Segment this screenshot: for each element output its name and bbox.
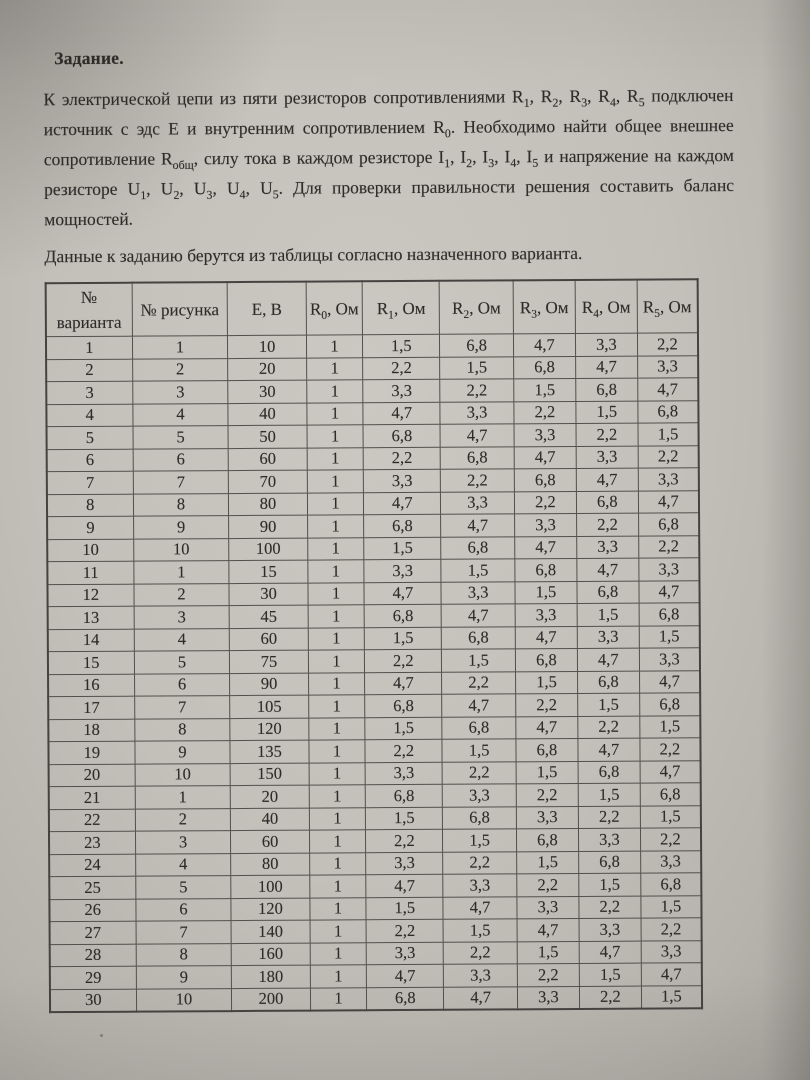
table-cell: 23 — [49, 831, 135, 854]
table-cell: 105 — [230, 695, 308, 718]
table-cell: 4,7 — [639, 670, 700, 693]
table-cell: 21 — [49, 786, 135, 809]
column-header-r2: $R_2$, Ом — [439, 280, 513, 334]
table-cell: 1,5 — [442, 739, 516, 762]
table-cell: 1,5 — [579, 873, 641, 896]
table-cell: 4,7 — [367, 964, 444, 987]
table-cell: 6,8 — [365, 694, 442, 717]
table-cell: 20 — [228, 358, 306, 381]
table-cell: 5 — [134, 651, 230, 674]
table-cell: 6,8 — [363, 424, 440, 447]
table-cell: 3,3 — [637, 355, 698, 378]
table-cell: 14 — [48, 629, 134, 652]
table-cell: 3 — [132, 381, 228, 404]
table-cell: 1,5 — [514, 378, 576, 401]
table-cell: 1 — [308, 650, 365, 673]
table-cell: 75 — [230, 650, 308, 673]
table-cell: 50 — [228, 425, 306, 448]
table-cell: 40 — [228, 403, 306, 426]
table-cell: 12 — [47, 584, 133, 607]
table-header-row — [46, 279, 698, 336]
table-cell: 3,3 — [515, 513, 577, 536]
table-cell: 1 — [308, 627, 365, 650]
table-cell: 4,7 — [364, 582, 441, 605]
table-cell: 140 — [231, 920, 309, 943]
table-cell: 2,2 — [640, 738, 701, 761]
table-cell: 26 — [49, 899, 135, 922]
table-cell: 6,8 — [638, 400, 699, 423]
table-cell: 1 — [132, 336, 228, 359]
table-cell: 3,3 — [367, 942, 444, 965]
table-body — [46, 333, 702, 1012]
table-cell: 2,2 — [576, 423, 638, 446]
table-cell: 1 — [308, 582, 365, 605]
table-cell: 1 — [307, 537, 364, 560]
table-cell: 16 — [48, 674, 134, 697]
table-cell: 2,2 — [579, 896, 641, 919]
table-cell: 8 — [136, 943, 232, 966]
table-cell: 4,7 — [516, 716, 578, 739]
table-cell: 1 — [307, 470, 364, 493]
table-cell: 3,3 — [516, 806, 578, 829]
table-cell: 1,5 — [579, 963, 641, 986]
table-cell: 1 — [309, 875, 366, 898]
table-cell: 4 — [135, 853, 231, 876]
column-header-r0: $R_0$, Ом — [306, 281, 363, 335]
table-cell: 90 — [229, 515, 307, 538]
column-header-r4: $R_4$, Ом — [575, 280, 637, 334]
table-cell: 1,5 — [517, 941, 579, 964]
table-cell: 2,2 — [517, 963, 579, 986]
table-cell: 30 — [50, 989, 136, 1013]
table-cell: 120 — [231, 898, 309, 921]
table-cell: 3 — [134, 606, 230, 629]
table-cell: 1,5 — [577, 603, 639, 626]
table-cell: 4,7 — [441, 604, 515, 627]
table-cell: 60 — [229, 448, 307, 471]
table-cell: 1 — [310, 965, 367, 988]
table-cell: 1,5 — [578, 693, 640, 716]
table-cell: 4,7 — [515, 536, 577, 559]
table-cell: 25 — [49, 876, 135, 899]
table-cell: 2,2 — [443, 851, 517, 874]
table-cell: 6 — [47, 449, 133, 472]
table-cell: 2,2 — [440, 379, 514, 402]
table-cell: 3,3 — [366, 852, 443, 875]
table-cell: 4,7 — [641, 963, 702, 986]
table-cell: 5 — [135, 876, 231, 899]
table-cell: 3,3 — [364, 559, 441, 582]
table-cell: 3,3 — [444, 964, 518, 987]
table-cell: 1 — [307, 425, 364, 448]
table-cell: 1 — [310, 897, 367, 920]
table-cell: 6,8 — [440, 334, 514, 357]
table-cell: 1,5 — [365, 717, 442, 740]
table-cell: 4,7 — [515, 626, 577, 649]
table-cell: 3,3 — [638, 468, 699, 491]
table-cell: 4,7 — [513, 333, 575, 356]
table-cell: 1,5 — [578, 783, 640, 806]
table-cell: 7 — [136, 921, 232, 944]
table-cell: 2,2 — [365, 739, 442, 762]
column-header-r3: $R_3$, Ом — [513, 280, 575, 334]
column-header-r5: $R_5$, Ом — [637, 279, 698, 333]
table-cell: 2,2 — [443, 941, 517, 964]
table-cell: 2,2 — [441, 469, 515, 492]
table-cell: 4,7 — [517, 918, 579, 941]
table-cell: 10 — [228, 335, 306, 358]
table-cell: 180 — [232, 965, 310, 988]
table-cell: 10 — [47, 539, 133, 562]
table-cell: 24 — [49, 854, 135, 877]
table-cell: 3,3 — [515, 603, 577, 626]
table-cell: 2,2 — [442, 671, 516, 694]
table-cell: 4,7 — [443, 896, 517, 919]
table-cell: 6,8 — [579, 851, 641, 874]
table-cell: 17 — [48, 696, 134, 719]
table-cell: 6,8 — [443, 806, 517, 829]
table-cell: 3 — [135, 831, 231, 854]
table-cell: 6,8 — [514, 468, 576, 491]
table-cell: 3,3 — [441, 491, 515, 514]
table-cell: 28 — [50, 944, 136, 967]
table-cell: 5 — [133, 426, 229, 449]
table-cell: 4,7 — [514, 446, 576, 469]
table-cell: 8 — [47, 494, 133, 517]
table-cell: 2,2 — [514, 491, 576, 514]
table-cell: 7 — [47, 471, 133, 494]
table-cell: 4 — [134, 628, 230, 651]
table-cell: 2,2 — [514, 401, 576, 424]
table-cell: 3,3 — [442, 784, 516, 807]
table-cell: 4,7 — [638, 378, 699, 401]
table-cell: 2,2 — [578, 806, 640, 829]
table-cell: 1 — [309, 762, 366, 785]
table-cell: 4,7 — [578, 738, 640, 761]
table-cell: 1 — [307, 492, 364, 515]
table-cell: 1,5 — [443, 919, 517, 942]
table-cell: 1,5 — [441, 559, 515, 582]
table-cell: 3,3 — [514, 423, 576, 446]
table-cell: 1,5 — [640, 715, 701, 738]
table-cell: 1 — [133, 561, 229, 584]
table-cell: 9 — [134, 741, 230, 764]
table-cell: 4,7 — [577, 558, 639, 581]
table-cell: 1,5 — [515, 581, 577, 604]
table-cell: 40 — [231, 808, 309, 831]
table-cell: 100 — [229, 538, 307, 561]
table-cell: 6,8 — [515, 558, 577, 581]
table-cell: 6,8 — [576, 378, 638, 401]
table-cell: 1,5 — [639, 625, 700, 648]
table-cell: 6,8 — [576, 491, 638, 514]
table-cell: 3,3 — [576, 446, 638, 469]
table-cell: 27 — [50, 921, 136, 944]
table-cell: 160 — [232, 943, 310, 966]
table-cell: 3,3 — [639, 558, 700, 581]
table-cell: 6,8 — [366, 784, 443, 807]
table-cell: 3,3 — [364, 469, 441, 492]
table-cell: 2 — [132, 358, 228, 381]
table-cell: 1,5 — [365, 627, 442, 650]
table-cell: 3,3 — [641, 940, 702, 963]
table-cell: 11 — [47, 561, 133, 584]
table-cell: 6,8 — [638, 513, 699, 536]
table-cell: 9 — [47, 516, 133, 539]
table-cell: 1,5 — [641, 985, 702, 1008]
table-cell: 4,7 — [579, 941, 641, 964]
table-cell: 2,2 — [641, 918, 702, 941]
table-cell: 13 — [48, 606, 134, 629]
table-cell: 6,8 — [515, 648, 577, 671]
table-cell: 6 — [135, 898, 231, 921]
table-cell: 18 — [48, 719, 134, 742]
table-cell: 6 — [133, 448, 229, 471]
table-cell: 6,8 — [639, 603, 700, 626]
table-cell: 6,8 — [516, 828, 578, 851]
table-cell: 1,5 — [576, 401, 638, 424]
table-cell: 3,3 — [363, 379, 440, 402]
table-cell: 1 — [307, 402, 364, 425]
table-cell: 3,3 — [440, 401, 514, 424]
table-cell: 6,8 — [639, 693, 700, 716]
table-cell: 22 — [49, 809, 135, 832]
table-cell: 15 — [229, 560, 307, 583]
table-cell: 6 — [134, 673, 230, 696]
table-cell: 80 — [229, 493, 307, 516]
table-cell: 4,7 — [364, 492, 441, 515]
table-cell: 5 — [47, 426, 133, 449]
variants-table — [45, 278, 703, 1013]
table-cell: 6,8 — [442, 626, 516, 649]
table-cell: 1 — [310, 920, 367, 943]
table-cell: 90 — [230, 673, 308, 696]
table-cell: 1,5 — [640, 805, 701, 828]
table-cell: 3,3 — [579, 918, 641, 941]
table-cell: 4,7 — [577, 648, 639, 671]
table-cell: 6,8 — [577, 671, 639, 694]
table-cell: 60 — [231, 830, 309, 853]
table-cell: 6,8 — [514, 356, 576, 379]
table-cell: 2 — [135, 808, 231, 831]
table-cell: 1 — [306, 335, 363, 358]
table-cell: 1,5 — [363, 334, 440, 357]
table-cell: 20 — [231, 785, 309, 808]
table-cell: 1 — [308, 605, 365, 628]
table-cell: 6,8 — [367, 987, 444, 1010]
table-cell: 1 — [306, 380, 363, 403]
table-cell: 1 — [310, 942, 367, 965]
note-paragraph: Данные к заданию берутся из таблицы согласно назначенного варианта. — [44, 242, 583, 267]
table-cell: 3,3 — [365, 762, 442, 785]
table-cell: 1 — [306, 357, 363, 380]
table-cell: 1 — [308, 717, 365, 740]
table-cell: 4,7 — [442, 694, 516, 717]
table-cell: 2,2 — [638, 445, 699, 468]
table-cell: 2,2 — [516, 693, 578, 716]
table-cell: 4,7 — [639, 580, 700, 603]
table-cell: 1,5 — [515, 671, 577, 694]
table-cell: 2,2 — [579, 986, 641, 1009]
table-cell: 19 — [48, 741, 134, 764]
table-cell: 2,2 — [364, 447, 441, 470]
table-cell: 4,7 — [575, 356, 637, 379]
table-cell: 4,7 — [366, 874, 443, 897]
table-cell: 1,5 — [364, 537, 441, 560]
table-cell: 6,8 — [442, 716, 516, 739]
table-cell: 70 — [229, 470, 307, 493]
table-cell: 1 — [307, 447, 364, 470]
table-cell: 6,8 — [577, 581, 639, 604]
table-cell: 3 — [46, 381, 132, 404]
table-cell: 3,3 — [517, 896, 579, 919]
table-cell: 3,3 — [577, 536, 639, 559]
table-cell: 60 — [230, 628, 308, 651]
task-paragraph: К электрической цепи из пяти резисторов сопротивлениями $R_1$, $R_2$, $R_3$, $R_4$, $R_5$ подключен источник с эдс E и внутренним сопротивлением $R_0$. Необходимо найти общее внешнее сопротивление $R_{общ}$, силу тока в каждом резисторе $I_1$, $I_2$, $I_3$, $I_4$, $I_5$ и напряжение на каждом резисторе $U_1$, $U_2$, $U_3$, $U_4$, $U_5$. Для проверки правильности решения составить баланс мощностей. — [43, 84, 735, 230]
table-cell: 3,3 — [441, 581, 515, 604]
table-cell: 1 — [309, 852, 366, 875]
table-cell: 6,8 — [640, 783, 701, 806]
table-cell: 6,8 — [364, 604, 441, 627]
table-cell: 2,2 — [516, 783, 578, 806]
table-cell: 3,3 — [639, 648, 700, 671]
table-cell: 4,7 — [365, 672, 442, 695]
table-cell: 1,5 — [443, 829, 517, 852]
table-cell: 1,5 — [516, 761, 578, 784]
table-cell: 2,2 — [366, 829, 443, 852]
table-cell: 1 — [307, 515, 364, 538]
table-cell: 3,3 — [517, 986, 579, 1009]
table-cell: 4 — [132, 403, 228, 426]
table-cell: 4,7 — [440, 424, 514, 447]
table-cell: 10 — [133, 538, 229, 561]
table-cell: 2,2 — [517, 873, 579, 896]
table-cell: 1 — [309, 807, 366, 830]
table-cell: 1,5 — [440, 356, 514, 379]
table-cell: 1,5 — [641, 895, 702, 918]
table-cell: 1 — [309, 785, 366, 808]
table-cell: 2,2 — [639, 535, 700, 558]
table-cell: 2,2 — [366, 919, 443, 942]
table-cell: 2,2 — [363, 357, 440, 380]
table-cell: 2,2 — [578, 716, 640, 739]
table-cell: 3,3 — [443, 874, 517, 897]
table-cell: 4,7 — [441, 514, 515, 537]
table-cell: 4,7 — [576, 468, 638, 491]
table-cell: 4,7 — [638, 490, 699, 513]
table-cell: 15 — [48, 651, 134, 674]
table-cell: 2 — [134, 583, 230, 606]
page-title: Задание. — [54, 47, 124, 69]
table-cell: 4,7 — [640, 760, 701, 783]
table-cell: 2,2 — [442, 761, 516, 784]
table-cell: 80 — [231, 853, 309, 876]
table-cell: 200 — [232, 988, 310, 1011]
table-cell: 6,8 — [440, 446, 514, 469]
table-cell: 4,7 — [444, 986, 518, 1009]
table-cell: 7 — [133, 471, 229, 494]
table-cell: 1,5 — [442, 649, 516, 672]
table-cell: 1 — [310, 987, 367, 1010]
table-cell: 2 — [46, 359, 132, 382]
table-cell: 4 — [46, 404, 132, 427]
table-cell: 135 — [230, 740, 308, 763]
table-cell: 8 — [133, 493, 229, 516]
table-cell: 1 — [46, 336, 132, 359]
table-cell: 7 — [134, 696, 230, 719]
column-header-emf: E, В — [228, 282, 307, 336]
table-cell: 120 — [230, 718, 308, 741]
table-cell: 9 — [136, 966, 232, 989]
table-cell: 1 — [309, 830, 366, 853]
table-cell: 2,2 — [637, 333, 698, 356]
table-cell: 6,8 — [641, 873, 702, 896]
table-cell: 30 — [228, 380, 306, 403]
table-cell: 3,3 — [577, 626, 639, 649]
table-cell: 1 — [307, 560, 364, 583]
table-cell: 45 — [230, 605, 308, 628]
table-cell: 4,7 — [363, 402, 440, 425]
table-cell: 10 — [136, 988, 232, 1012]
table-cell: 1 — [135, 786, 231, 809]
table-cell: 10 — [135, 763, 231, 786]
table-cell: 20 — [49, 764, 135, 787]
column-header-r1: $R_1$, Ом — [362, 281, 439, 335]
table-cell: 1 — [308, 695, 365, 718]
table-cell: 100 — [231, 875, 309, 898]
table-cell: 2,2 — [365, 649, 442, 672]
table-cell: 3,3 — [575, 333, 637, 356]
table-row — [50, 985, 702, 1012]
table-cell: 2,2 — [576, 513, 638, 536]
table-cell: 1,5 — [366, 897, 443, 920]
table-cell: 9 — [133, 516, 229, 539]
table-cell: 8 — [134, 718, 230, 741]
table-cell: 30 — [229, 583, 307, 606]
paper-speck — [100, 1034, 103, 1037]
table-cell: 1,5 — [366, 807, 443, 830]
table-cell: 6,8 — [441, 536, 515, 559]
table-cell: 150 — [230, 763, 308, 786]
table-cell: 1,5 — [638, 423, 699, 446]
table-cell: 6,8 — [364, 514, 441, 537]
table-cell: 3,3 — [578, 828, 640, 851]
table-cell: 6,8 — [578, 761, 640, 784]
table-cell: 29 — [50, 966, 136, 989]
table-cell: 3,3 — [640, 850, 701, 873]
column-header-variant-number: № варианта — [46, 283, 132, 337]
table-cell: 1 — [308, 672, 365, 695]
table-cell: 1,5 — [517, 851, 579, 874]
table-cell: 1 — [309, 740, 366, 763]
table-cell: 6,8 — [516, 738, 578, 761]
table-cell: 2,2 — [640, 828, 701, 851]
column-header-figure-number: № рисунка — [132, 282, 228, 336]
